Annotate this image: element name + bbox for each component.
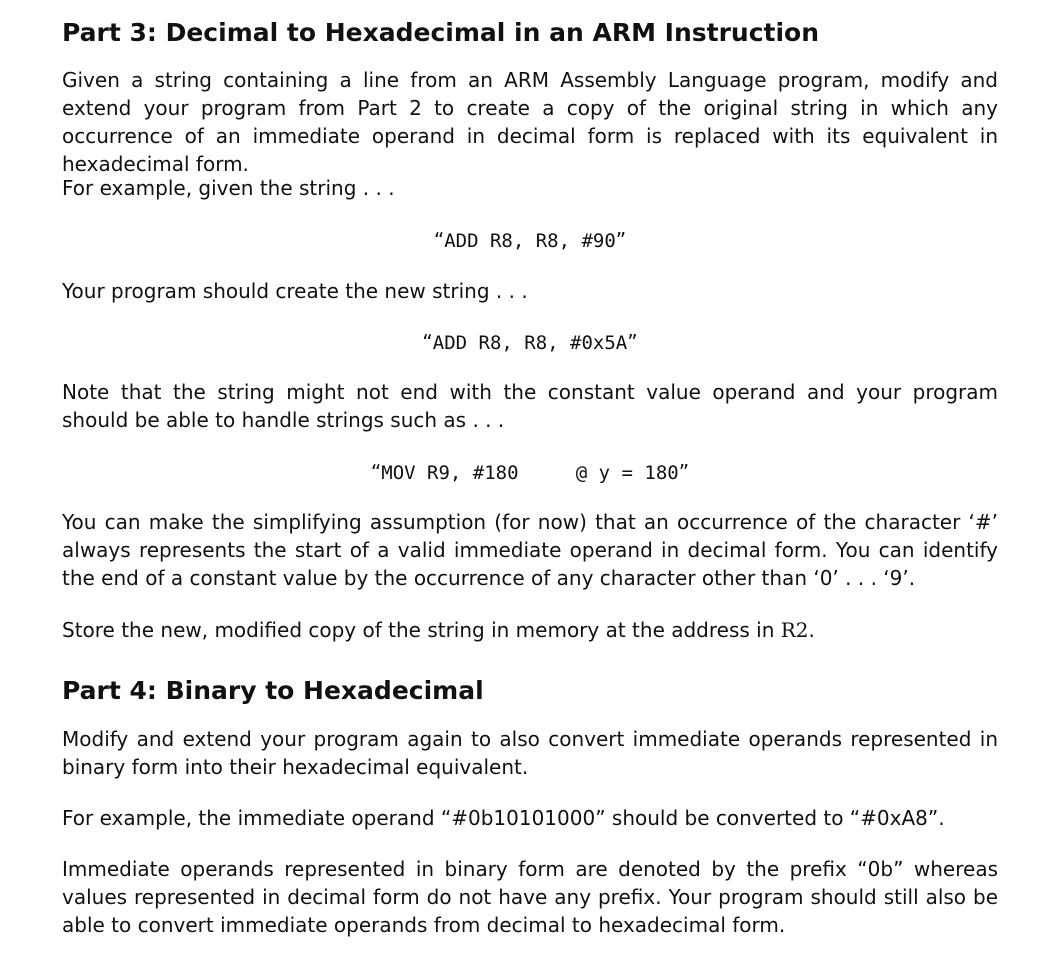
- example-input-code: ADD R8, R8, #90: [444, 230, 616, 252]
- store-text: Store the new, modified copy of the string in memory at the address in: [62, 618, 781, 642]
- open-quote: “: [433, 228, 445, 252]
- part4-intro: Modify and extend your program again to also convert immediate operands represented in binary form into their hexadecimal equivalent.: [62, 727, 998, 779]
- store-suffix: .: [808, 618, 815, 642]
- assumption-paragraph: You can make the simplifying assumption (for now) that an occurrence of the character ‘#’ always represents the start of a valid immediate operand in decimal form. You can identify the end of a constant value by the occurrence of any character other than ‘0’ . . . ‘9’.: [62, 510, 998, 590]
- prefix-note-paragraph: Immediate operands represented in binary form are denoted by the prefix “0b” whereas values represented in decimal form do not have any prefix. Your program should still also be able to convert immediate operands from decimal to hexadecimal form.: [62, 857, 998, 937]
- close-quote: ”: [615, 228, 627, 252]
- part3-intro: Given a string containing a line from an ARM Assembly Language program, modify and extend your program from Part 2 to create a copy of the original string in which any occurrence of an immediate operand in decimal form is replaced with its equivalent in hexadecimal form.: [62, 68, 998, 176]
- close-quote: ”: [627, 330, 638, 354]
- example-output-code: ADD R8, R8, #0x5A: [432, 332, 628, 354]
- open-quote: “: [370, 460, 382, 484]
- open-quote: “: [422, 330, 433, 354]
- result-lead: Your program should create the new string . . .: [62, 279, 528, 303]
- close-quote: ”: [678, 460, 690, 484]
- note-paragraph: Note that the string might not end with the constant value operand and your program should be able to handle strings such as . . .: [62, 380, 998, 432]
- example-lead: For example, given the string . . .: [62, 176, 395, 200]
- example-comment-code: MOV R9, #180 @ y = 180: [381, 462, 679, 484]
- example-output-line: [62, 328, 998, 357]
- part3-heading: Part 3: Decimal to Hexadecimal in an ARM Instruction: [62, 18, 820, 47]
- part4-heading: Part 4: Binary to Hexadecimal: [62, 676, 484, 705]
- example-comment-line: [62, 458, 998, 487]
- example-input-line: [62, 226, 998, 255]
- part4-example: For example, the immediate operand “#0b10101000” should be converted to “#0xA8”.: [62, 806, 945, 830]
- store-paragraph: [62, 616, 998, 644]
- store-register: R2: [780, 618, 809, 642]
